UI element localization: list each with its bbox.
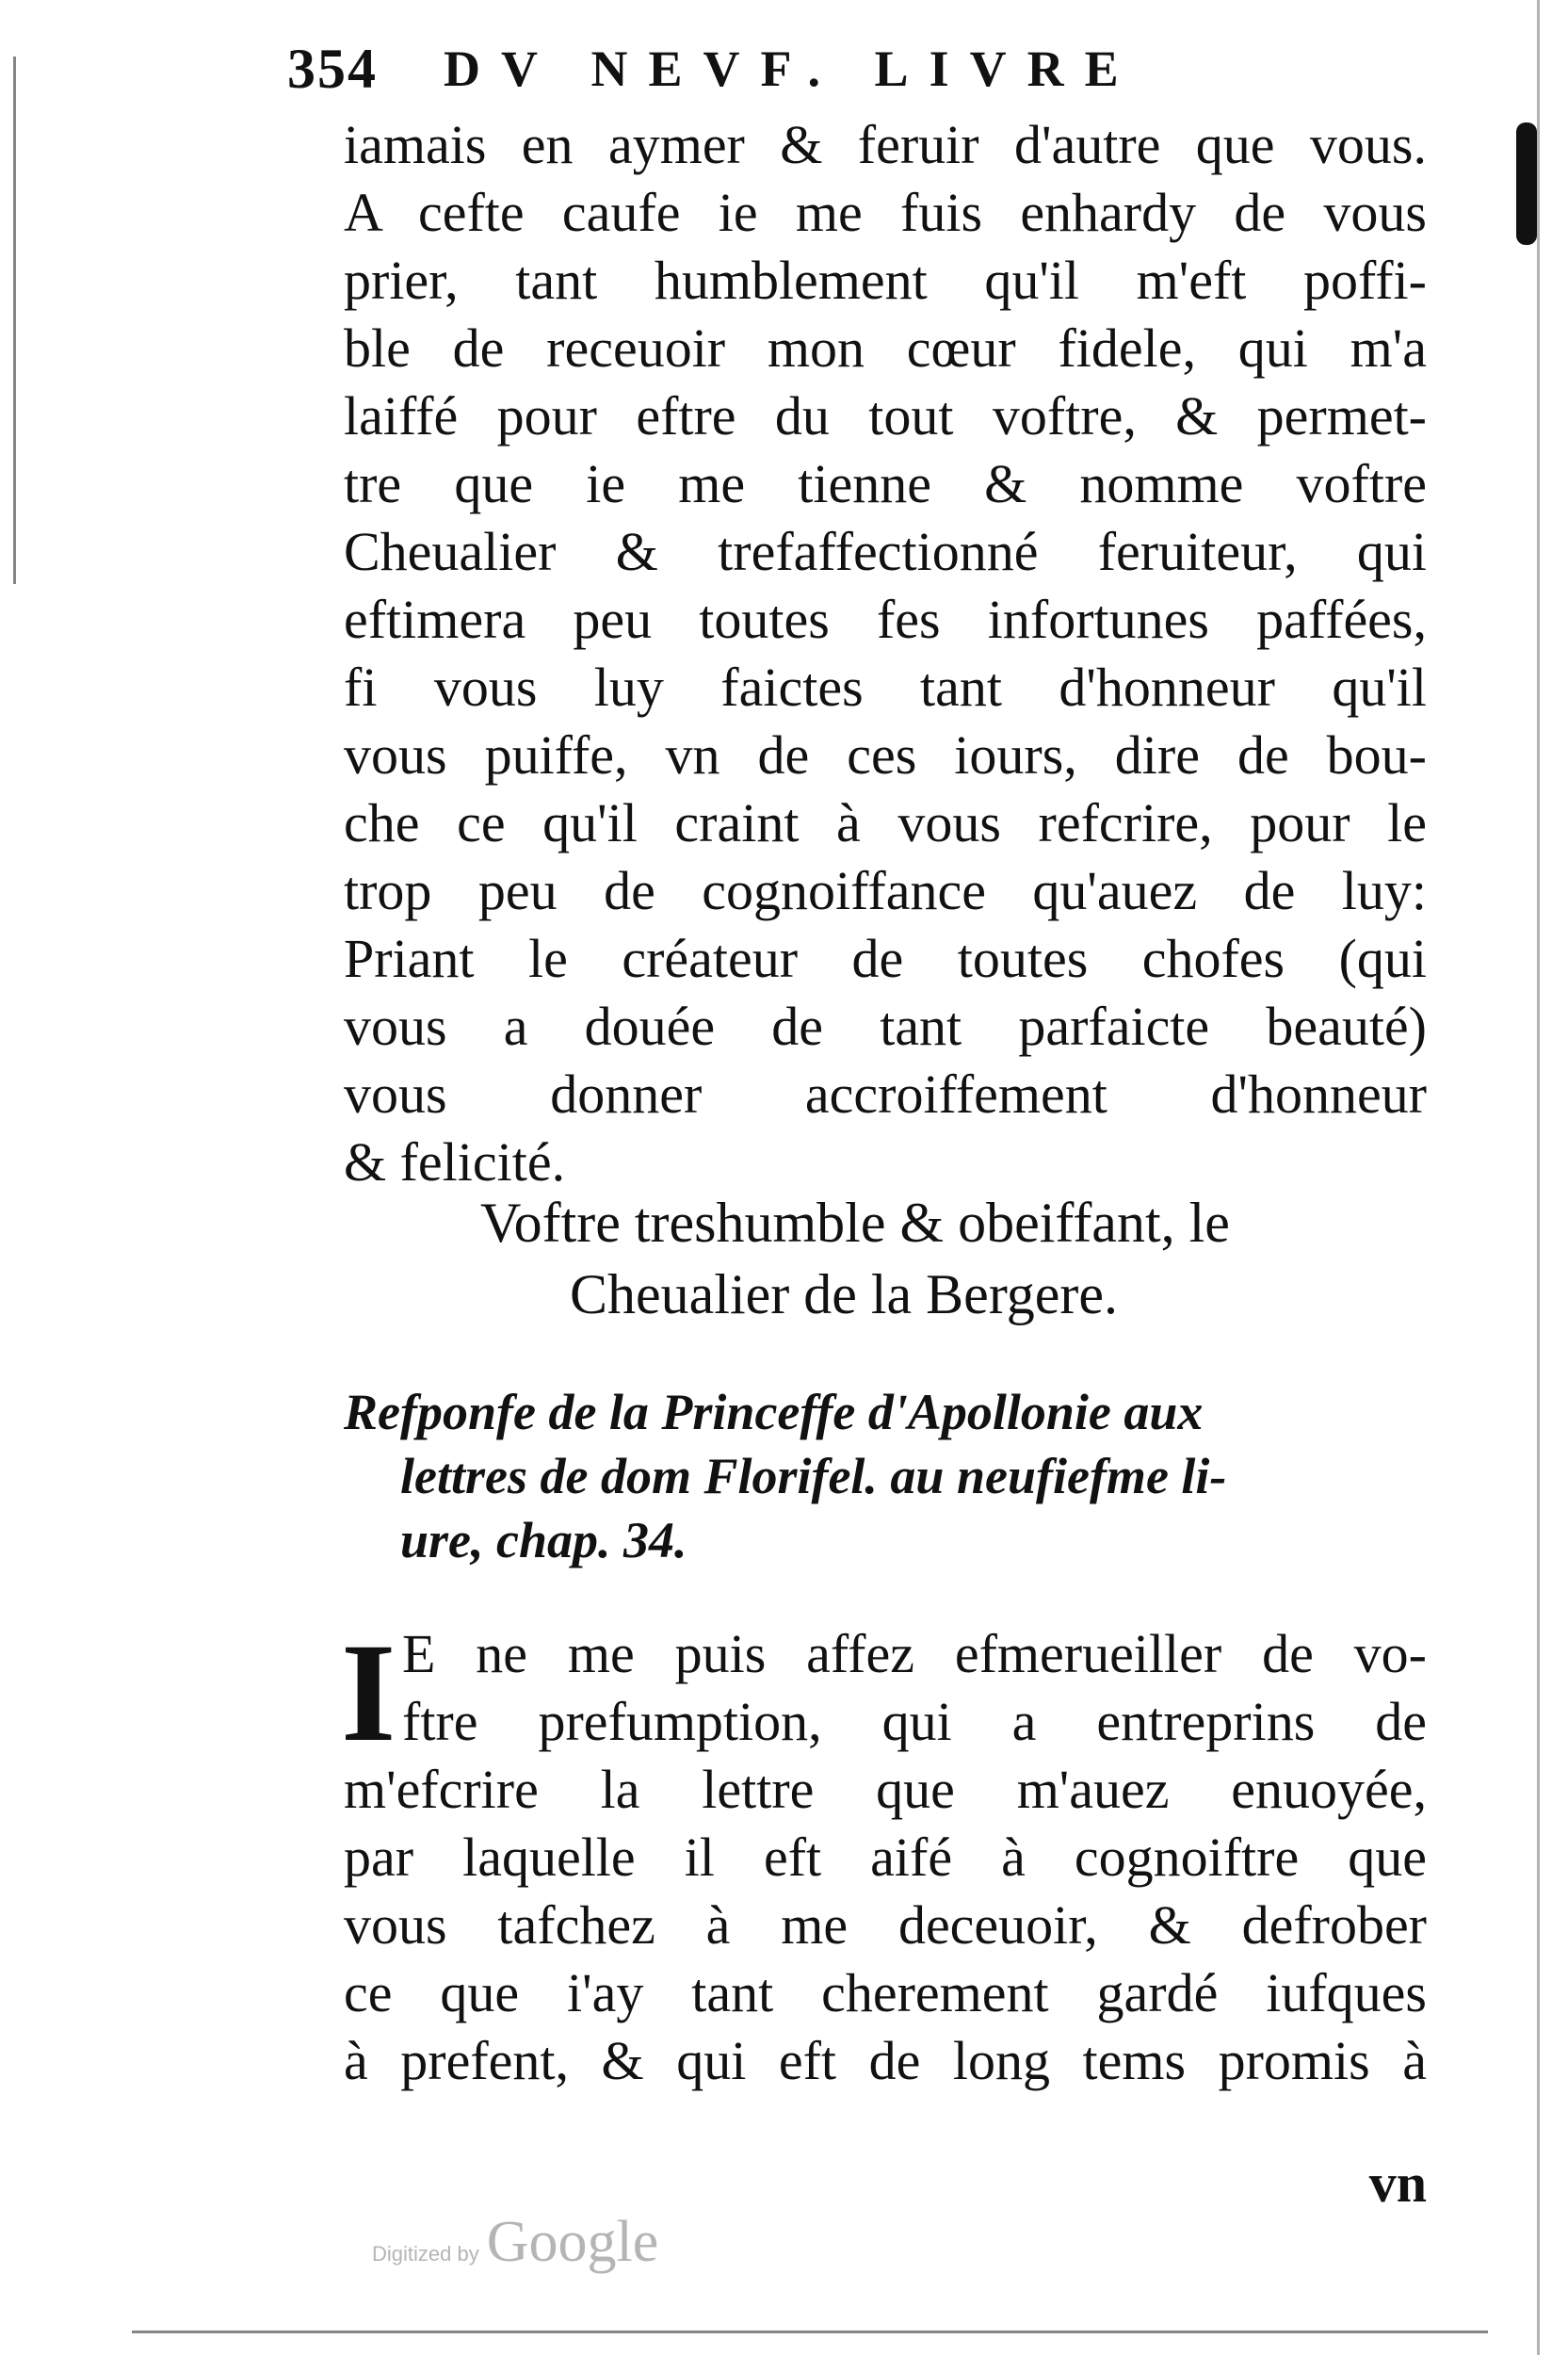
text-line: vous tafchez à me deceuoir, & defrober	[344, 1894, 1427, 1956]
text-line: che ce qu'il craint à vous refcrire, pour le	[344, 792, 1427, 853]
text-line: à prefent, & qui eft de long tems promis à	[344, 2030, 1427, 2091]
catchword: vn	[1368, 2152, 1427, 2214]
scan-edge-bottom	[132, 2331, 1488, 2333]
text-line: m'efcrire la lettre que m'auez enuoyée,	[344, 1759, 1427, 1820]
text-line: E ne me puis affez efmerueiller de vo-	[402, 1623, 1427, 1684]
heading-line: lettres de dom Florifel. au neufiefme li-	[400, 1448, 1227, 1504]
text-line: vous donner accroiffement d'honneur	[344, 1064, 1427, 1125]
text-line: trop peu de cognoiffance qu'auez de luy:	[344, 860, 1427, 921]
text-line: prier, tant humblement qu'il m'eft poffi-	[344, 250, 1427, 311]
text-line: iamais en aymer & feruir d'autre que vous.	[344, 114, 1427, 175]
section-heading	[344, 1380, 1370, 1572]
google-logo: Google	[486, 2210, 659, 2274]
drop-cap: I	[341, 1615, 396, 1771]
ink-blot	[1516, 122, 1537, 245]
text-line: eftimera peu toutes fes infortunes paffées,	[344, 589, 1427, 650]
text-line: laiffé pour eftre du tout voftre, & permet-	[344, 385, 1427, 447]
heading-line: Refponfe de la Princeffe d'Apollonie aux	[344, 1384, 1204, 1440]
scan-edge-right	[1537, 0, 1540, 2355]
letter-text	[344, 111, 1427, 1196]
text-line: A cefte caufe ie me fuis enhardy de vous	[344, 182, 1427, 243]
watermark-prefix: Digitized by	[372, 2242, 479, 2266]
text-line: ce que i'ay tant cherement gardé iufques	[344, 1962, 1427, 2023]
text-line: vous puiffe, vn de ces iours, dire de bou-	[344, 724, 1427, 786]
page-header	[287, 36, 1380, 102]
signature-line: Voftre treshumble & obeiffant, le	[480, 1192, 1230, 1254]
running-head: DV NEVF. LIVRE	[444, 41, 1140, 97]
signature	[480, 1187, 1422, 1330]
signature-line: Cheualier de la Bergere.	[570, 1263, 1118, 1325]
page-number: 354	[287, 37, 378, 100]
response-text	[344, 1620, 1427, 2095]
text-line: ftre prefumption, qui a entreprins de	[402, 1691, 1427, 1752]
text-line: par laquelle il eft aifé à cognoiftre que	[344, 1827, 1427, 1888]
scan-edge-left	[13, 57, 16, 584]
text-line: & felicité.	[344, 1131, 566, 1193]
digitized-watermark	[372, 2209, 658, 2276]
text-line: ble de receuoir mon cœur fidele, qui m'a	[344, 317, 1427, 379]
text-line: fi vous luy faictes tant d'honneur qu'il	[344, 657, 1427, 718]
text-line: tre que ie me tienne & nomme voftre	[344, 453, 1427, 514]
heading-line: ure, chap. 34.	[400, 1512, 687, 1568]
text-line: vous a douée de tant parfaicte beauté)	[344, 996, 1427, 1057]
text-line: Priant le créateur de toutes chofes (qui	[344, 928, 1427, 989]
text-line: Cheualier & trefaffectionné feruiteur, qui	[344, 521, 1427, 582]
